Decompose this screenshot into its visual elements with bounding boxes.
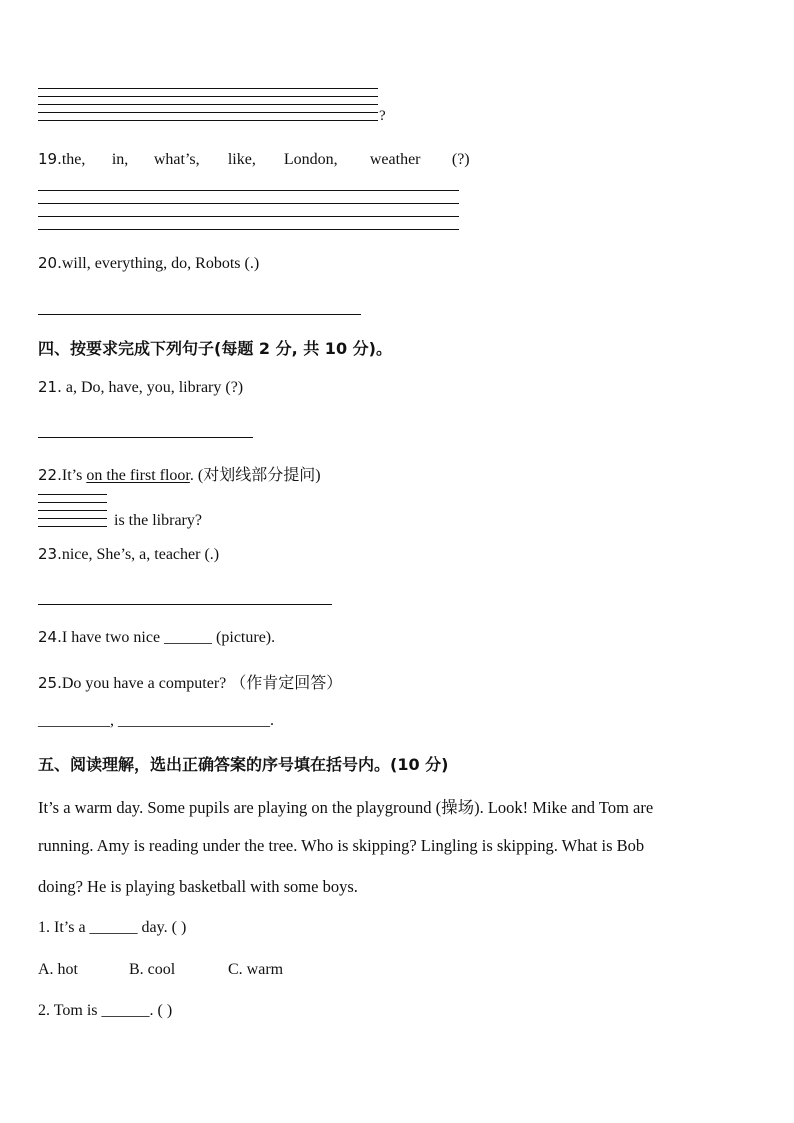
question-23 — [38, 545, 219, 564]
question-25 — [38, 670, 342, 693]
question-number: 22. — [38, 466, 62, 484]
answer-tail: is the library? — [114, 512, 202, 529]
answer-line[interactable] — [38, 526, 107, 527]
question-number: 20. — [38, 254, 62, 272]
word: like, — [227, 151, 256, 168]
answer-line[interactable] — [38, 229, 459, 230]
question-number: 19. — [38, 150, 62, 168]
answer-line[interactable] — [38, 120, 378, 121]
answer-line[interactable] — [38, 203, 459, 204]
option-b[interactable]: B. cool — [129, 961, 176, 978]
question-text: Do you have a computer? （作肯定回答） — [61, 675, 343, 692]
section-5-title: 五、阅读理解，选出正确答案的序号填在括号内。(10 分) — [38, 755, 449, 774]
word: weather — [369, 151, 421, 168]
question-text: I have two nice ______ (picture). — [61, 629, 276, 646]
question-number: 25. — [38, 674, 62, 692]
passage-line: It’s a warm day. Some pupils are playing on the playground (操场). Look! Mike and Tom are — [38, 798, 654, 817]
question-22 — [38, 462, 321, 485]
section-4-title: 四、按要求完成下列句子(每题 2 分, 共 10 分)。 — [38, 339, 392, 358]
word: the, — [61, 151, 86, 168]
question-19 — [38, 150, 470, 169]
question-instruction: . (对划线部分提问) — [189, 467, 321, 484]
reading-options-1 — [38, 961, 283, 979]
question-number: 21. — [38, 378, 62, 396]
answer-line[interactable] — [38, 190, 459, 191]
passage-line: doing? He is playing basketball with some boys. — [38, 877, 358, 896]
word: (?) — [451, 151, 470, 168]
answer-line[interactable] — [38, 518, 107, 519]
answer-line[interactable] — [38, 437, 253, 438]
question-20 — [38, 254, 259, 273]
q25-answer-line[interactable]: _________, ___________________. — [38, 712, 274, 729]
passage-line: running. Amy is reading under the tree. Who is skipping? Lingling is skipping. What is Bob — [38, 836, 645, 855]
question-text: will, everything, do, Robots (.) — [61, 255, 260, 272]
answer-line[interactable] — [38, 104, 378, 105]
answer-line[interactable] — [38, 510, 107, 511]
answer-line[interactable] — [38, 88, 378, 89]
answer-line[interactable] — [38, 216, 459, 217]
word: in, — [111, 151, 129, 168]
reading-question-2: 2. Tom is ______. ( ) — [38, 1002, 173, 1019]
question-21 — [38, 378, 243, 397]
word: London, — [283, 151, 338, 168]
option-c[interactable]: C. warm — [228, 961, 284, 978]
word: what’s, — [153, 151, 200, 168]
underlined-phrase: on the first floor — [86, 467, 190, 484]
answer-line[interactable] — [38, 494, 107, 495]
question-text: a, Do, have, you, library (?) — [61, 379, 244, 396]
option-a[interactable]: A. hot — [38, 961, 78, 978]
question-number: 23. — [38, 545, 62, 563]
question-mark: ? — [379, 108, 386, 124]
question-24 — [38, 628, 275, 647]
question-number: 24. — [38, 628, 62, 646]
answer-line[interactable] — [38, 604, 332, 605]
answer-line[interactable] — [38, 112, 378, 113]
answer-line[interactable] — [38, 96, 378, 97]
answer-line[interactable] — [38, 314, 361, 315]
question-text: nice, She’s, a, teacher (.) — [61, 546, 220, 563]
question-text: It’s — [61, 467, 87, 484]
reading-question-1: 1. It’s a ______ day. ( ) — [38, 919, 187, 936]
answer-line[interactable] — [38, 502, 107, 503]
